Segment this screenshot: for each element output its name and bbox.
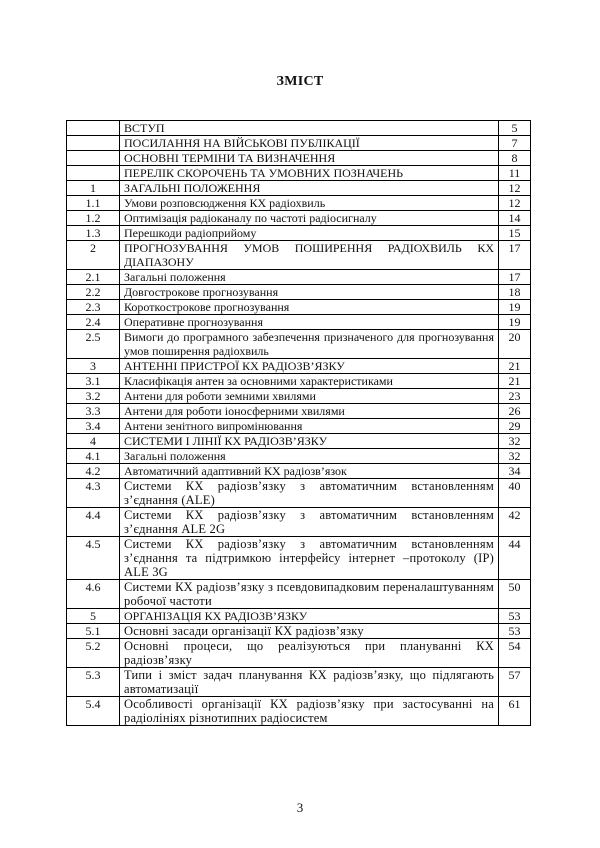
- toc-section-number: 3.4: [67, 419, 120, 434]
- toc-page-number: 23: [499, 389, 531, 404]
- toc-row: [67, 537, 531, 580]
- toc-page-number: 15: [499, 226, 531, 241]
- toc-entry-title: ВСТУП: [120, 121, 499, 136]
- toc-section-number: 5: [67, 609, 120, 624]
- toc-section-number: 2.2: [67, 285, 120, 300]
- toc-section-number: 5.4: [67, 697, 120, 726]
- toc-section-number: 3.3: [67, 404, 120, 419]
- toc-entry-title: Антени зенітного випромінювання: [120, 419, 499, 434]
- toc-row: [67, 151, 531, 166]
- toc-page-number: 20: [499, 330, 531, 359]
- toc-row: [67, 270, 531, 285]
- toc-section-number: 2.5: [67, 330, 120, 359]
- toc-row: [67, 609, 531, 624]
- toc-page-number: 57: [499, 668, 531, 697]
- toc-entry-title: ПЕРЕЛІК СКОРОЧЕНЬ ТА УМОВНИХ ПОЗНАЧЕНЬ: [120, 166, 499, 181]
- toc-section-number: 4: [67, 434, 120, 449]
- table-of-contents: [66, 120, 531, 726]
- toc-page-number: 53: [499, 609, 531, 624]
- toc-section-number: 2.1: [67, 270, 120, 285]
- toc-entry-title: Короткострокове прогнозування: [120, 300, 499, 315]
- toc-page-number: 61: [499, 697, 531, 726]
- toc-body: [67, 121, 531, 726]
- toc-section-number: [67, 166, 120, 181]
- toc-page-number: 21: [499, 374, 531, 389]
- toc-section-number: 4.2: [67, 464, 120, 479]
- toc-entry-title: Перешкоди радіоприйому: [120, 226, 499, 241]
- toc-entry-title: АНТЕННІ ПРИСТРОЇ КХ РАДІОЗВ’ЯЗКУ: [120, 359, 499, 374]
- toc-section-number: [67, 151, 120, 166]
- toc-section-number: 4.6: [67, 580, 120, 609]
- toc-section-number: 5.2: [67, 639, 120, 668]
- toc-row: [67, 285, 531, 300]
- toc-page-number: 7: [499, 136, 531, 151]
- toc-entry-title: ПОСИЛАННЯ НА ВІЙСЬКОВІ ПУБЛІКАЦІЇ: [120, 136, 499, 151]
- toc-page-number: 17: [499, 270, 531, 285]
- toc-row: [67, 166, 531, 181]
- toc-entry-title: Автоматичний адаптивний КХ радіозв’язок: [120, 464, 499, 479]
- toc-section-number: 1.2: [67, 211, 120, 226]
- toc-entry-title: Умови розповсюдження КХ радіохвиль: [120, 196, 499, 211]
- toc-row: [67, 181, 531, 196]
- toc-page-number: 14: [499, 211, 531, 226]
- toc-page-number: 26: [499, 404, 531, 419]
- toc-section-number: 5.3: [67, 668, 120, 697]
- toc-page-number: 29: [499, 419, 531, 434]
- toc-row: [67, 404, 531, 419]
- toc-entry-title: Антени для роботи іоносферними хвилями: [120, 404, 499, 419]
- toc-section-number: [67, 121, 120, 136]
- toc-entry-title: Довгострокове прогнозування: [120, 285, 499, 300]
- toc-row: [67, 211, 531, 226]
- toc-row: [67, 419, 531, 434]
- toc-page-number: 34: [499, 464, 531, 479]
- toc-row: [67, 374, 531, 389]
- toc-entry-title: Класифікація антен за основними характеристиками: [120, 374, 499, 389]
- toc-section-number: 1.3: [67, 226, 120, 241]
- toc-page-number: 11: [499, 166, 531, 181]
- toc-row: [67, 196, 531, 211]
- toc-entry-title: Особливості організації КХ радіозв’язку при застосуванні на радіолініях різнотипних радіосистем: [120, 697, 499, 726]
- toc-page-number: 42: [499, 508, 531, 537]
- toc-page-number: 5: [499, 121, 531, 136]
- toc-row: [67, 121, 531, 136]
- toc-row: [67, 226, 531, 241]
- toc-entry-title: Загальні положення: [120, 449, 499, 464]
- toc-section-number: 1: [67, 181, 120, 196]
- toc-entry-title: ОРГАНІЗАЦІЯ КХ РАДІОЗВ’ЯЗКУ: [120, 609, 499, 624]
- toc-row: [67, 389, 531, 404]
- toc-page-number: 50: [499, 580, 531, 609]
- toc-page-number: 32: [499, 449, 531, 464]
- toc-page-number: 12: [499, 196, 531, 211]
- toc-page-number: 19: [499, 300, 531, 315]
- toc-page-number: 54: [499, 639, 531, 668]
- toc-row: [67, 639, 531, 668]
- toc-page-number: 17: [499, 241, 531, 270]
- toc-page-number: 19: [499, 315, 531, 330]
- toc-page-number: 40: [499, 479, 531, 508]
- toc-section-number: 3: [67, 359, 120, 374]
- toc-entry-title: Системи КХ радіозв’язку з автоматичним встановленням з’єднання ALE 2G: [120, 508, 499, 537]
- toc-row: [67, 508, 531, 537]
- toc-section-number: 3.2: [67, 389, 120, 404]
- toc-entry-title: Типи і зміст задач планування КХ радіозв’язку, що підлягають автоматизації: [120, 668, 499, 697]
- toc-page-number: 32: [499, 434, 531, 449]
- toc-section-number: 4.1: [67, 449, 120, 464]
- toc-page-number: 53: [499, 624, 531, 639]
- toc-row: [67, 136, 531, 151]
- toc-section-number: 4.4: [67, 508, 120, 537]
- toc-page-number: 44: [499, 537, 531, 580]
- toc-entry-title: Загальні положення: [120, 270, 499, 285]
- toc-entry-title: СИСТЕМИ І ЛІНІЇ КХ РАДІОЗВ’ЯЗКУ: [120, 434, 499, 449]
- toc-section-number: 4.5: [67, 537, 120, 580]
- page-number: 3: [296, 800, 304, 815]
- toc-entry-title: Вимоги до програмного забезпечення призначеного для прогнозування умов поширення радіохвиль: [120, 330, 499, 359]
- toc-row: [67, 697, 531, 726]
- toc-row: [67, 580, 531, 609]
- toc-entry-title: ПРОГНОЗУВАННЯ УМОВ ПОШИРЕННЯ РАДІОХВИЛЬ КХ ДІАПАЗОНУ: [120, 241, 499, 270]
- toc-entry-title: Оперативне прогнозування: [120, 315, 499, 330]
- toc-section-number: 2.4: [67, 315, 120, 330]
- toc-row: [67, 464, 531, 479]
- toc-entry-title: Основні засади організації КХ радіозв’язку: [120, 624, 499, 639]
- toc-section-number: 3.1: [67, 374, 120, 389]
- toc-row: [67, 434, 531, 449]
- toc-section-number: [67, 136, 120, 151]
- toc-page-number: 21: [499, 359, 531, 374]
- toc-row: [67, 449, 531, 464]
- toc-row: [67, 300, 531, 315]
- toc-entry-title: Системи КХ радіозв’язку з псевдовипадковим переналаштуванням робочої частоти: [120, 580, 499, 609]
- toc-section-number: 4.3: [67, 479, 120, 508]
- toc-page-number: 8: [499, 151, 531, 166]
- toc-row: [67, 359, 531, 374]
- toc-row: [67, 479, 531, 508]
- toc-row: [67, 668, 531, 697]
- toc-row: [67, 330, 531, 359]
- toc-entry-title: ОСНОВНІ ТЕРМІНИ ТА ВИЗНАЧЕННЯ: [120, 151, 499, 166]
- toc-entry-title: Основні процеси, що реалізуються при плануванні КХ радіозв’язку: [120, 639, 499, 668]
- toc-entry-title: Системи КХ радіозв’язку з автоматичним встановленням з’єднання (ALE): [120, 479, 499, 508]
- toc-section-number: 5.1: [67, 624, 120, 639]
- toc-row: [67, 241, 531, 270]
- toc-row: [67, 624, 531, 639]
- page-title: ЗМІСТ: [276, 74, 324, 89]
- toc-entry-title: Оптимізація радіоканалу по частоті радіосигналу: [120, 211, 499, 226]
- toc-section-number: 1.1: [67, 196, 120, 211]
- toc-row: [67, 315, 531, 330]
- toc-page-number: 12: [499, 181, 531, 196]
- toc-section-number: 2: [67, 241, 120, 270]
- toc-entry-title: Системи КХ радіозв’язку з автоматичним встановленням з’єднання та підтримкою інтерфейсу інтернет –протоколу (IP) ALE 3G: [120, 537, 499, 580]
- toc-page-number: 18: [499, 285, 531, 300]
- toc-entry-title: Антени для роботи земними хвилями: [120, 389, 499, 404]
- toc-entry-title: ЗАГАЛЬНІ ПОЛОЖЕННЯ: [120, 181, 499, 196]
- toc-section-number: 2.3: [67, 300, 120, 315]
